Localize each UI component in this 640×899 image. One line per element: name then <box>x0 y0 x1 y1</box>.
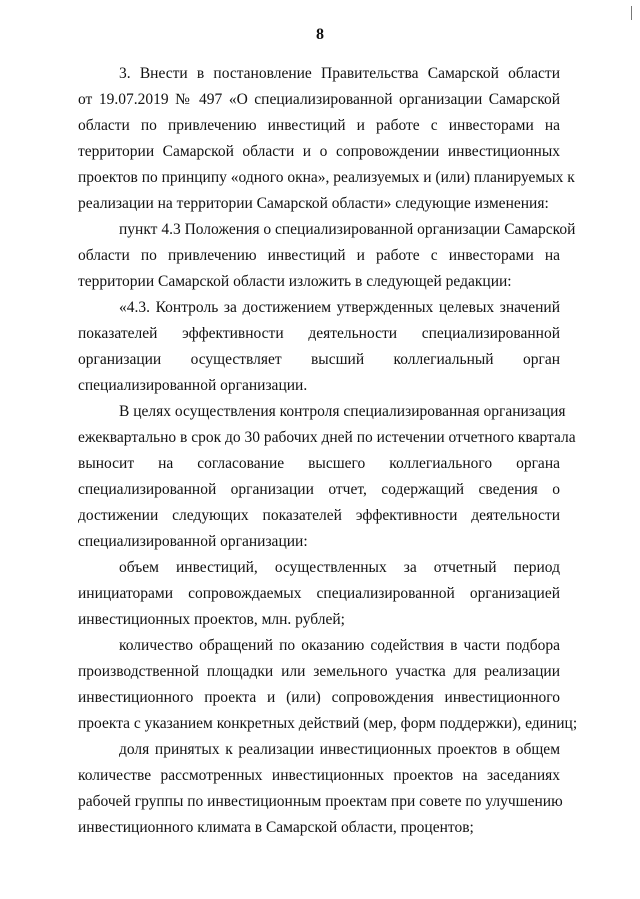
paragraph-line: специализированной организации отчет, содержащий сведения о <box>78 481 560 498</box>
paragraph-line: ежеквартально в срок до 30 рабочих дней по истечении отчетного квартала <box>78 429 576 446</box>
paragraph-line: производственной площадки или земельного участка для реализации <box>78 663 560 680</box>
paragraph-line: территории Самарской области изложить в следующей редакции: <box>78 273 512 290</box>
paragraph-line: показателей эффективности деятельности специализированной <box>78 325 560 342</box>
paragraph-line: территории Самарской области и о сопровождении инвестиционных <box>78 143 560 160</box>
paragraph-line: инициаторами сопровождаемых специализированной организацией <box>78 585 560 602</box>
paragraph-line: области по привлечению инвестиций и работе с инвесторами на <box>78 117 560 134</box>
paragraph-line: выносит на согласование высшего коллегиального органа <box>78 455 560 472</box>
paragraph-line: 3. Внести в постановление Правительства Самарской области <box>119 65 560 82</box>
paragraph-line: реализации на территории Самарской области» следующие изменения: <box>78 195 549 212</box>
paragraph-line: достижении следующих показателей эффективности деятельности <box>78 507 560 524</box>
paragraph-line: «4.3. Контроль за достижением утвержденных целевых значений <box>119 299 560 316</box>
paragraph-line: рабочей группы по инвестиционным проектам при совете по улучшению <box>78 793 563 810</box>
paragraph-line: проектов по принципу «одного окна», реализуемых и (или) планируемых к <box>78 169 575 186</box>
paragraph-line: количестве рассмотренных инвестиционных проектов на заседаниях <box>78 767 560 784</box>
paragraph-line: количество обращений по оказанию содействия в части подбора <box>119 637 560 654</box>
paragraph-line: инвестиционных проектов, млн. рублей; <box>78 611 345 628</box>
paragraph-line: доля принятых к реализации инвестиционных проектов в общем <box>119 741 560 758</box>
paragraph-line: специализированной организации. <box>78 377 308 394</box>
paragraph-line: области по привлечению инвестиций и работе с инвесторами на <box>78 247 560 264</box>
paragraph-line: специализированной организации: <box>78 533 308 550</box>
scan-corner-mark <box>625 6 632 20</box>
paragraph-line: В целях осуществления контроля специализированная организация <box>119 403 566 420</box>
page-number: 8 <box>316 26 324 43</box>
paragraph-line: инвестиционного климата в Самарской области, процентов; <box>78 819 474 836</box>
paragraph-line: объем инвестиций, осуществленных за отчетный период <box>119 559 560 576</box>
paragraph-line: организации осуществляет высший коллегиальный орган <box>78 351 560 368</box>
paragraph-line: пункт 4.3 Положения о специализированной организации Самарской <box>119 221 576 238</box>
paragraph-line: от 19.07.2019 № 497 «О специализированной организации Самарской <box>78 91 560 108</box>
paragraph-line: проекта с указанием конкретных действий (мер, форм поддержки), единиц; <box>78 715 578 732</box>
paragraph-line: инвестиционного проекта и (или) сопровождения инвестиционного <box>78 689 560 706</box>
